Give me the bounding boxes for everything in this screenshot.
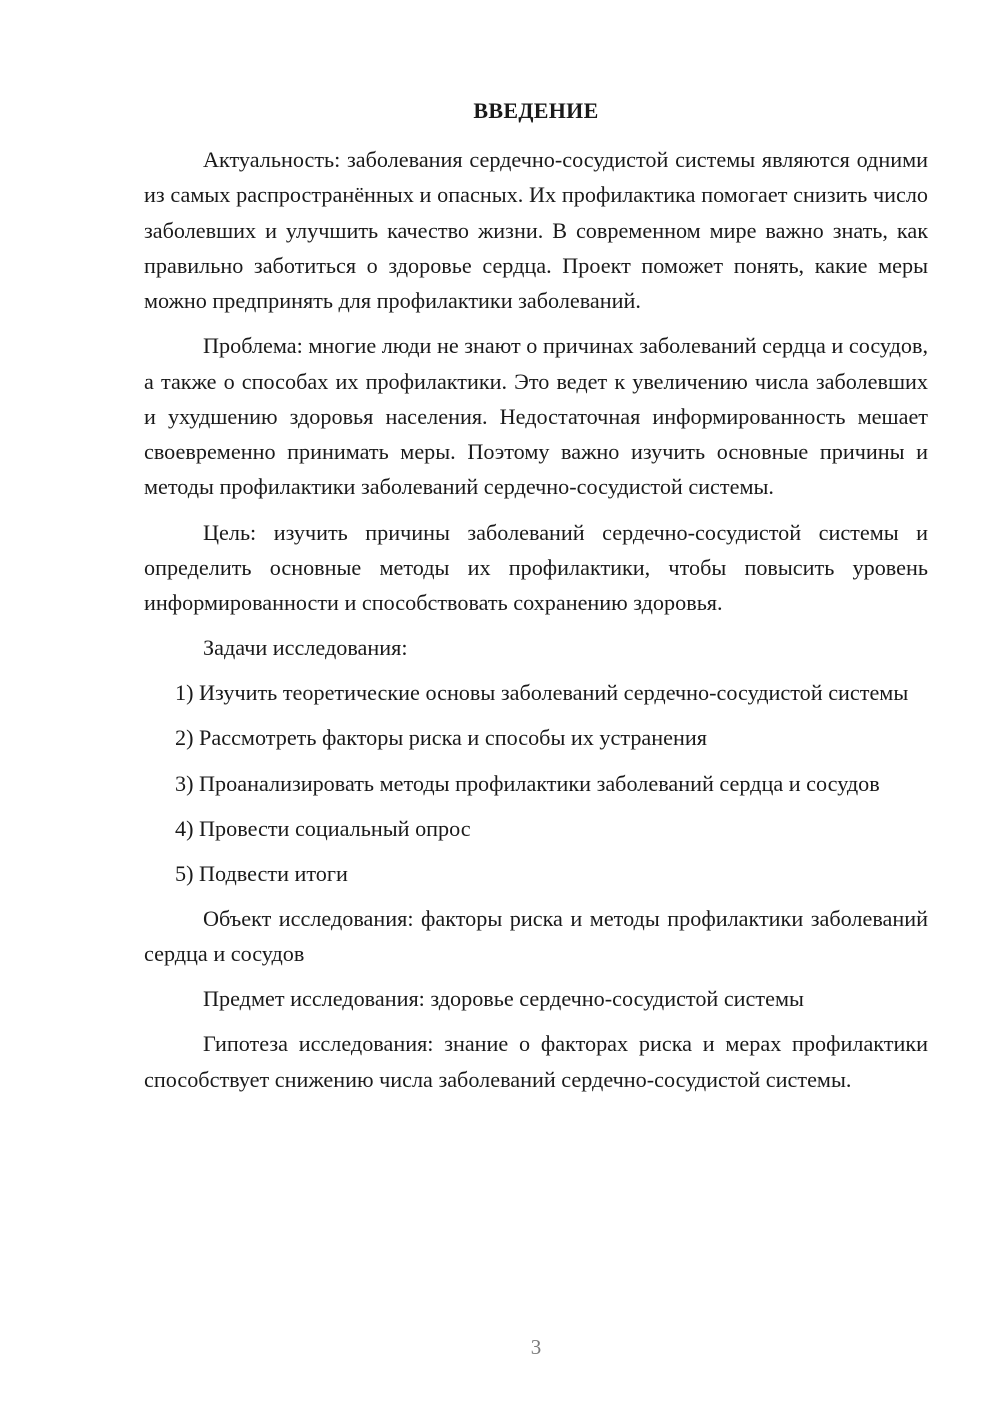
relevance-paragraph: Актуальность: заболевания сердечно-сосудистой системы являются одними из самых распространённых и опасных. Их профилактика помогает снизить число заболевших и улучшить качество жизни. В современном мире важно знать, как правильно заботиться о здоровье сердца. Проект поможет понять, какие меры можно предпринять для профилактики заболеваний.	[144, 147, 928, 314]
task-item-4: 4) Провести социальный опрос	[175, 815, 471, 841]
hypothesis-paragraph: Гипотеза исследования: знание о факторах риска и мерах профилактики способствует снижению числа заболеваний сердечно-сосудистой системы.	[144, 1031, 928, 1092]
section-title: ВВЕДЕНИЕ	[473, 98, 599, 123]
problem-paragraph: Проблема: многие люди не знают о причинах заболеваний сердца и сосудов, а также о способах их профилактики. Это ведет к увеличению числа заболевших и ухудшению здоровья населения. Недостаточная информированность мешает своевременно принимать меры. Поэтому важно изучить основные причины и методы профилактики заболеваний сердечно-сосудистой системы.	[144, 333, 928, 500]
tasks-heading: Задачи исследования:	[203, 635, 408, 661]
goal-paragraph: Цель: изучить причины заболеваний сердечно-сосудистой системы и определить основные методы их профилактики, чтобы повысить уровень информированности и способствовать сохранению здоровья.	[144, 519, 928, 616]
page-number: 3	[530, 1335, 542, 1359]
object-paragraph: Объект исследования: факторы риска и методы профилактики заболеваний сердца и сосудов	[144, 905, 928, 967]
document-page	[144, 0, 928, 1414]
task-item-2: 2) Рассмотреть факторы риска и способы их устранения	[175, 725, 707, 751]
task-item-1: 1) Изучить теоретические основы заболеваний сердечно-сосудистой системы	[175, 680, 909, 706]
subject-paragraph: Предмет исследования: здоровье сердечно-сосудистой системы	[203, 986, 804, 1012]
task-item-3: 3) Проанализировать методы профилактики заболеваний сердца и сосудов	[175, 770, 880, 796]
document-body	[144, 142, 928, 1107]
task-item-5: 5) Подвести итоги	[175, 860, 348, 886]
